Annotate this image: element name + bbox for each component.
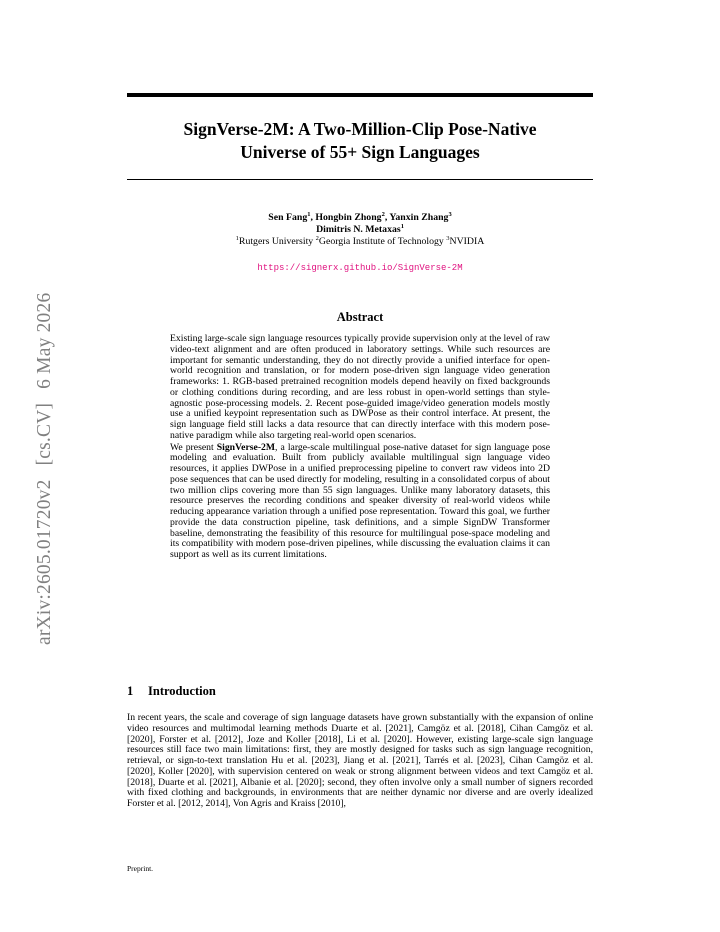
author-line-1 [127, 212, 593, 224]
affiliation-number: 3 [446, 235, 450, 243]
affiliation-number: 2 [315, 235, 319, 243]
abstract-body [170, 334, 550, 561]
paper-title [127, 118, 593, 164]
arxiv-stamp [34, 279, 56, 645]
section-heading-introduction [127, 684, 216, 699]
affiliation-mark: 1 [400, 223, 404, 231]
arxiv-id: arXiv:2605.01720v2 [34, 479, 55, 645]
section-number: 1 [127, 684, 134, 698]
affiliation-mark: 3 [448, 211, 452, 218]
abstract-paragraph-2 [170, 443, 550, 561]
arxiv-category: [cs.CV] [34, 402, 55, 466]
abstract-heading: Abstract [336, 310, 384, 324]
affiliation-name: NVIDIA [449, 236, 485, 248]
author-separator: , [384, 212, 390, 223]
introduction-paragraph: In recent years, the scale and coverage of sign language datasets have grown substantially with the expansion of online video resources and multimodal learning methods Duarte et al. [2021], Camgöz et al. [2018], Cihan Camgöz et al. [2020], Forster et al. [2012], Joze and Koller [2018], Li et al. [2020]. However, existing large-scale sign language resources still face two main limitations: first, they are mostly designed for tasks such as sign language recognition, retrieval, or sign-to-text translation Hu et al. [2023], Jiang et al. [2021], Tarrés et al. [2023], Cihan Camgöz et al. [2020], Koller [2020], with supervision centered on weak or strong alignment between videos and text Camgöz et al. [2018], Duarte et al. [2021], Albanie et al. [2020]; second, they often involve only a small number of signers recorded with fixed clothing and backgrounds, in environments that are neither dynamic nor diverse and are overly idealized Forster et al. [2012, 2014], Von Agris and Kraiss [2010], [127, 712, 593, 809]
abstract-p2-body: , a large-scale multilingual pose-native dataset for sign language pose modeling and evaluation. Built from publicly available multilingual sign language video resources, it applies DWPose in a unified preprocessing pipeline to convert raw videos into 2D pose sequences that can be used directly for modeling, resulting in a consolidated corpus of about two million clips covering more than 55 sign languages. Unlike many laboratory datasets, this resource preserves the recording conditions and speaker diversity of real-world videos while reducing appearance variation through a unified pose representation. Toward this goal, we further provide the data construction pipeline, task definitions, and a simple SignDW Transformer baseline, demonstrating the feasibility of this resource for multilingual pose-space modeling and its compatibility with modern pose-driven pipelines, while discussing the evaluation claims it can support as well as its current limitations. [170, 441, 550, 560]
abstract-p2-intro: We present [170, 441, 217, 453]
affiliation-mark: 2 [381, 211, 385, 218]
dataset-name: SignVerse-2M [216, 441, 276, 453]
affiliation-name: Georgia Institute of Technology [318, 236, 447, 248]
affiliation-number: 1 [235, 235, 239, 243]
author-name: Hongbin Zhong [315, 212, 382, 223]
affiliations-line [127, 236, 593, 248]
author-name: Yanxin Zhang [389, 212, 449, 223]
affiliation-mark: 1 [307, 211, 311, 218]
title-line-2: Universe of 55+ Sign Languages [240, 142, 480, 162]
title-line-1: SignVerse-2M: A Two-Million-Clip Pose-Native [183, 119, 537, 139]
author-separator: , [310, 212, 316, 223]
abstract-paragraph-1: Existing large-scale sign language resources typically provide supervision only at the level of raw video-text alignment and are often produced in laboratory settings. While such resources are important for semantic understanding, they do not directly provide a unified interface for open-world recognition and translation, or for modern pose-driven sign language video generation frameworks: 1. RGB-based pretrained recognition models depend heavily on fixed backgrounds or clothing conditions during recording, and are less robust in open-world settings than style-agnostic pose-processing models. 2. Recent pose-guided image/video generation models mostly use a unified keypoint representation such as DWPose as their control interface. At present, the sign language field still lacks a data resource that can directly interface with this modern pose-native paradigm while also targeting real-world open scenarios. [170, 333, 550, 441]
footer-preprint: Preprint. [127, 864, 154, 873]
author-name: Dimitris N. Metaxas [316, 224, 401, 236]
author-block [127, 212, 593, 249]
author-name: Sen Fang [268, 212, 308, 223]
arxiv-date: 6 May 2026 [34, 292, 55, 389]
section-title: Introduction [148, 684, 216, 698]
project-url-link[interactable]: https://signerx.github.io/SignVerse-2M [257, 263, 463, 273]
affiliation-name: Rutgers University [238, 236, 316, 248]
title-bottom-rule [127, 179, 593, 180]
author-line-2 [127, 224, 593, 236]
title-top-rule [127, 93, 593, 97]
